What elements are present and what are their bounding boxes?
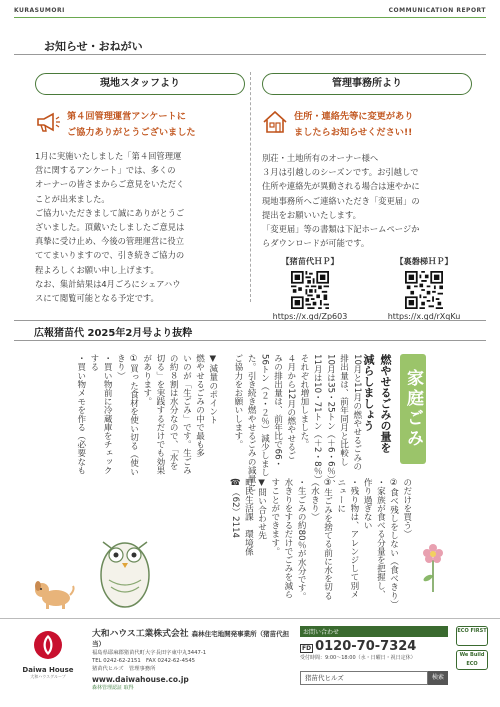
company-dept: 森林住宅地開発事業所（猪苗代担当）: [92, 630, 290, 648]
body-line: 別荘・土地所有のオーナー様へ: [262, 153, 379, 163]
company-info: [92, 626, 292, 691]
body-line: 程よろしくお願い申し上げます。: [35, 264, 159, 275]
address-line: 福島県耶麻郡猪苗代町大字長田字東中丸3447-1: [92, 650, 207, 656]
article-column: 作り過ぎない: [362, 478, 373, 530]
divider: [14, 340, 486, 341]
eco-badges: [456, 626, 492, 674]
eco-first-badge: ECO FIRST: [456, 626, 488, 646]
article-column: 切る」を実践するだけでも効果: [154, 354, 165, 475]
hp-label: 【裏磐梯ＨＰ】: [395, 256, 453, 267]
homepage-links: [262, 256, 472, 321]
article-column: （水きり）: [309, 478, 320, 521]
article-column: た。引き続き燃やせるごみの減量に: [246, 354, 257, 492]
article-column: ①買った食材を使い切る（使い: [128, 354, 139, 476]
urabandai-hp[interactable]: [376, 256, 472, 321]
body-line: ご協力いただきまして誠にありがとうご: [35, 207, 185, 218]
article-column: いのが「生ごみ」です。生ごみ: [181, 354, 192, 475]
page-header: [14, 5, 486, 18]
body-line: スにて閲覧可能となる予定です。: [35, 293, 159, 304]
article-column: それぞれ増加しました。: [298, 354, 309, 449]
search-bar: [300, 671, 448, 685]
body-line: ３月は引越しのシーズンです。お引越しで: [262, 167, 419, 178]
cert-note: 森林管理認証 取得: [92, 684, 134, 691]
article-column: 56トン（２・２％）減少しまし: [259, 354, 270, 477]
headline-line-1: 住所・連絡先等に変更があり: [294, 111, 414, 122]
inawashiro-hp[interactable]: [262, 256, 358, 321]
survey-headline: [35, 109, 245, 141]
article-column: 11月は10・71トン（＋2・8％）: [312, 354, 323, 484]
article-column: 排出量は、前年同月と比較し: [338, 354, 349, 466]
qr-code-icon[interactable]: [405, 271, 443, 309]
office-body: [262, 151, 472, 250]
daiwa-house-logo: [20, 630, 76, 680]
body-line: らダウンロードが可能です。: [262, 238, 370, 249]
article-column: ③生ごみを捨てる前に水を切る: [322, 478, 333, 600]
article-column: ②食べ残しをしない（食べきり）: [388, 478, 399, 609]
search-button[interactable]: 検索: [428, 671, 448, 685]
header-right-label: COMMUNICATION REPORT: [388, 7, 486, 14]
body-line: 真摯に受け止め、今後の管理運営に役立: [35, 236, 185, 247]
daiwa-logo-icon: [33, 630, 63, 660]
article-column: すことができます。: [269, 478, 280, 556]
article-column: みの排出量は、前年比で66・: [272, 354, 283, 469]
headline-line-2: 減らしましょう: [362, 354, 375, 431]
footer-divider: [0, 618, 500, 619]
article-column: ・残り物は、アレンジして別メ: [348, 478, 359, 599]
brand-name: Daiwa House: [22, 666, 74, 674]
body-line: 提出をお願いいたします。: [262, 209, 361, 220]
body-line: 1月に実施いたしました「第４回管理運: [35, 151, 182, 161]
search-input[interactable]: 猪苗代ヒルズ: [300, 671, 428, 685]
household-waste-tag: 家庭ごみ: [400, 354, 426, 464]
body-line: なお、集計結果は4月ごろにシェアハウ: [35, 278, 181, 289]
headline-line-1: 第４回管理運営アンケートに: [67, 111, 186, 122]
article-column: ご協力をお願いします。: [232, 354, 243, 449]
headline-line-2: ましたらお知らせください!!: [294, 127, 413, 138]
hp-url[interactable]: https://x.gd/Zp603: [272, 312, 348, 322]
brand-sub: 大和ハウスグループ: [30, 674, 66, 679]
body-line: 住所や連絡先が異動される場合は速やかに: [262, 181, 420, 192]
office-column: [262, 73, 472, 321]
body-line: ざいました。頂戴いたしましたご意見は: [35, 222, 185, 233]
office-line: 猪苗代ヒルズ 管理事務所: [92, 666, 156, 673]
article-column: 燃やせるごみの中で最も多: [194, 354, 205, 458]
owl-illustration: [95, 520, 155, 610]
hp-url[interactable]: https://x.gd/rXqKu: [387, 312, 461, 322]
flower-illustration: [418, 540, 448, 594]
article-column: 水きりをするだけでごみを減ら: [282, 478, 293, 599]
header-left-label: KURASUMORI: [14, 7, 65, 14]
megaphone-icon: [35, 109, 61, 135]
article-column: ☎（62）2114: [230, 478, 241, 539]
section2-title: 広報猪苗代 2025年2月号より抜粋: [34, 328, 193, 339]
tel-number[interactable]: 0120-70-7324: [315, 639, 417, 654]
article-column: ▼減量のポイント: [207, 354, 218, 425]
local-staff-pill: 現地スタッフより: [35, 73, 245, 95]
we-build-eco-badge: We Build ECO: [456, 650, 488, 670]
article-column: ニューに: [335, 478, 346, 513]
address-change-headline: [262, 109, 472, 141]
survey-body: [35, 149, 245, 305]
body-line: ててまいりますので、引き続きご協力の: [35, 250, 185, 261]
article-column: ・買い物メモを作る（必要なも: [75, 354, 86, 475]
article-column: きり）: [115, 354, 126, 380]
article-column: ・家族が食べる分量を把握し、: [375, 478, 386, 599]
local-staff-column: [35, 73, 245, 305]
column-divider: [250, 72, 251, 302]
article-column: ・買い物前に冷蔵庫をチェック: [102, 354, 113, 475]
headline-line-1: 燃やせるごみの量を: [379, 354, 392, 453]
body-line: 「変更届」等の書類は下記ホームページか: [262, 224, 420, 235]
contact-block: [300, 626, 448, 685]
body-line: 営に関するアンケート」では、多くの: [35, 165, 176, 176]
section-title: お知らせ・おねがい: [44, 40, 143, 53]
article-column: ・生ごみの約80％が水分です。: [296, 478, 307, 601]
company-name: 大和ハウス工業株式会社: [92, 629, 189, 639]
divider: [14, 54, 486, 55]
article-column: する: [88, 354, 99, 372]
article-column: の約８割は水分なので、「水を: [168, 354, 179, 471]
headline-line-2: ご協力ありがとうございました: [67, 127, 196, 138]
body-line: ことが出来ました。: [35, 193, 110, 204]
website-link[interactable]: www.daiwahouse.co.jp: [92, 674, 189, 684]
house-icon: [262, 109, 288, 135]
article-headline: [360, 354, 394, 453]
body-line: 現地事務所へご連絡いただき「変更届」の: [262, 195, 420, 206]
divider: [14, 320, 486, 321]
article-column: 10月は35・25トン（＋6・6％）、: [325, 354, 336, 489]
article-column: 町民生活課 環境係: [243, 478, 254, 556]
dog-illustration: [32, 576, 76, 610]
article-column: ▼問い合わせ先: [256, 478, 267, 540]
business-hours: 受付時間：9:00～18:00（水・日曜日・祝日定休）: [300, 655, 416, 661]
article-column: ４月から12月の燃やせるご: [285, 354, 296, 460]
contact-label: お問い合わせ: [300, 626, 448, 637]
article-column: 10月と11月の燃やせるごみの: [351, 354, 362, 471]
toll-free-number[interactable]: FD 0120-70-7324: [302, 639, 417, 654]
phone-line: TEL 0242-62-2151 FAX 0242-62-4545: [92, 658, 196, 665]
qr-code-icon[interactable]: [291, 271, 329, 309]
hp-label: 【猪苗代ＨＰ】: [281, 256, 339, 267]
article-column: のだけを買う）: [401, 478, 412, 539]
office-pill: 管理事務所より: [262, 73, 472, 95]
body-line: オーナーの皆さまからご意見をいただく: [35, 179, 185, 190]
article-column: があります。: [141, 354, 152, 406]
